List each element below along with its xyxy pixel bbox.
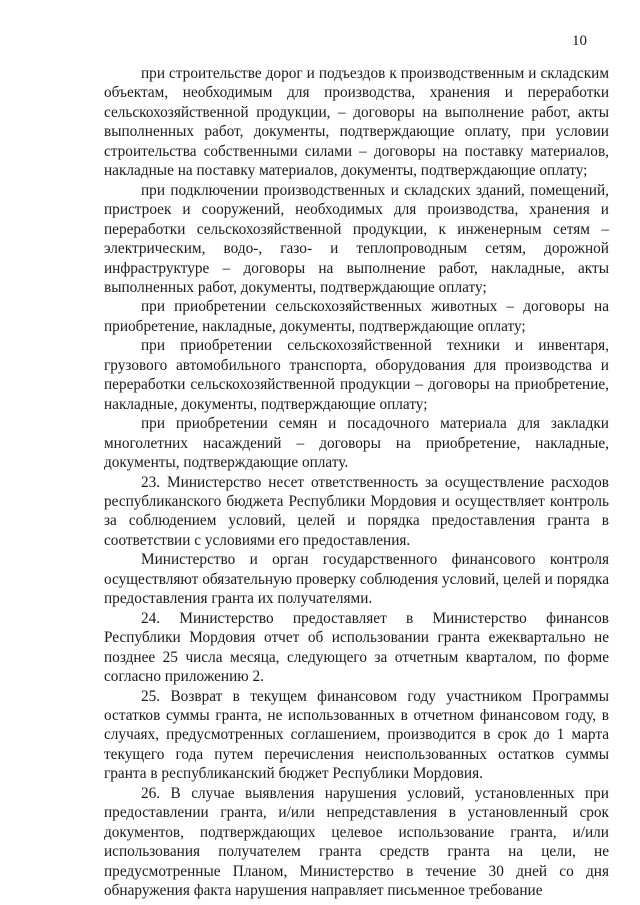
paragraph-seeds: при приобретении семян и посадочного материала для закладки многолетних насаждений – договоры на приобретение, накладные, документы, подтверждающие оплату. xyxy=(104,415,609,472)
paragraph-financial-control: Министерство и орган государственного финансового контроля осуществляют обязательную проверку соблюдения условий, целей и порядка предоставления гранта их получателями. xyxy=(104,551,609,608)
page-number: 10 xyxy=(572,33,587,49)
paragraph-clause-25: 25. Возврат в текущем финансовом году участником Программы остатков суммы гранта, не использованных в отчетном финансовом году, в случаях, предусмотренных соглашением, производится в срок до 1 марта текущего года путем перечисления неиспользованных остатков суммы гранта в республиканский бюджет Республики Мордовия. xyxy=(104,687,609,783)
document-body xyxy=(104,64,609,900)
paragraph-engineering-networks: при подключении производственных и складских зданий, помещений, пристроек и сооружений, необходимых для производства, хранения и переработки сельскохозяйственной продукции, к инженерным сетям – электрическим, водо-, газо- и теплопроводным сетям, дорожной инфраструктуре – договоры на выполнение работ, накладные, акты выполненных работ, документы, подтверждающие оплату; xyxy=(104,181,609,296)
paragraph-machinery: при приобретении сельскохозяйственной техники и инвентаря, грузового автомобильного транспорта, оборудования для производства и переработки сельскохозяйственной продукции – договоры на приобретение, накладные, документы, подтверждающие оплату; xyxy=(104,337,609,413)
paragraph-roads: при строительстве дорог и подъездов к производственным и складским объектам, необходимым для производства, хранения и переработки сельскохозяйственной продукции, – договоры на выполнение работ, акты выполненных работ, документы, подтверждающие оплату, при условии строительства собственными силами – договоры на поставку материалов, накладные на поставку материалов, документы, подтверждающие оплату; xyxy=(104,65,609,180)
paragraph-clause-26: 26. В случае выявления нарушения условий, установленных при предоставлении гранта, и/или непредставления в установленный срок документов, подтверждающих целевое использование гранта, и/или использования получателем гранта средств гранта на цели, не предусмотренные Планом, Министерство в течение 30 дней со дня обнаружения факта нарушения направляет письменное требование xyxy=(104,784,609,900)
paragraph-clause-23: 23. Министерство несет ответственность за осуществление расходов республиканского бюджета Республики Мордовия и осуществляет контроль за соблюдением условий, целей и порядка предоставления гранта в соответствии с условиями его предоставления. xyxy=(104,473,609,549)
paragraph-clause-24: 24. Министерство предоставляет в Министерство финансов Республики Мордовия отчет об использовании гранта ежеквартально не позднее 25 числа месяца, следующего за отчетным кварталом, по форме согласно приложению 2. xyxy=(104,609,609,686)
paragraph-animals: при приобретении сельскохозяйственных животных – договоры на приобретение, накладные, документы, подтверждающие оплату; xyxy=(104,298,609,335)
